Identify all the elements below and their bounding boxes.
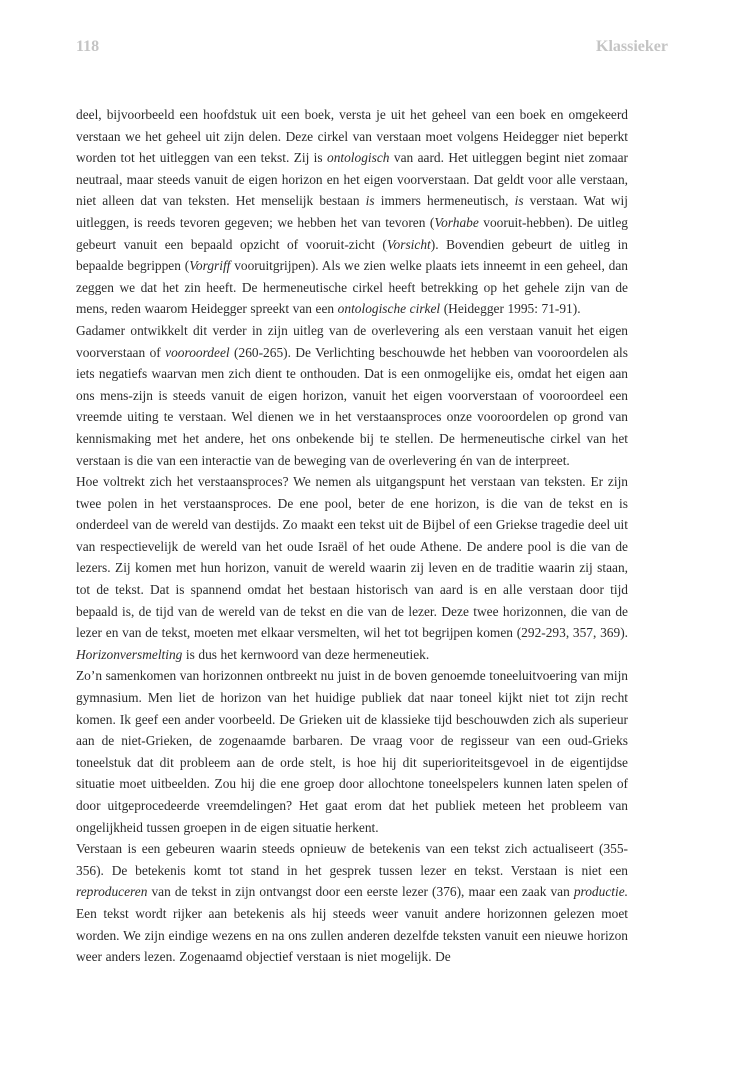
text-run: verstaan. Wat wij uitleggen, is reeds tevoren gegeven; we hebben het van tevoren ( [76,193,628,230]
italic-text: Vorhabe [434,214,479,230]
text-run: Een tekst wordt rijker aan betekenis als hij steeds weer vanuit andere horizonnen gelezen moet worden. We zijn eindige wezens en na ons zullen anderen dezelfde teksten vanuit een nieuwe horizon weer anders lezen. Zogenaamd objectief verstaan is niet mogelijk. De [76,905,628,965]
italic-text: Vorgriff [189,258,231,274]
text-run: van aard. Het uitleggen begint niet zomaar neutraal, maar steeds vanuit de eigen horizon en het eigen voorverstaan. Dat geldt voor alle verstaan, niet alleen dat van teksten. Het menselijk bestaan [76,150,628,209]
italic-text: is [514,193,524,209]
italic-text: vooroordeel [165,344,230,360]
text-run: Zo’n samenkomen van horizonnen ontbreekt nu juist in de boven genoemde toneeluitvoering van mijn gymnasium. Men liet de horizon van het huidige publiek dat naar toneel kijkt niet tot zijn recht komen. Ik geef een ander voorbeeld. De Grieken uit de klassieke tijd beschouwden zich als superieur aan de niet-Grieken, de zogenaamde barbaren. De vraag voor de regisseur van een oud-Grieks toneelstuk dat dit probleem aan de orde stelt, is hoe hij dit superioriteitsgevoel in de eigentijdse situatie moet uitbeelden. Zou hij die ene groep door allochtone toneelspelers kunnen laten spelen of door uitgeprocedeerde vreemdelingen? Het gaat erom dat het publiek meteen het probleem van ongelijkheid tussen groepen in de eigen situatie herkent. [76,668,628,835]
italic-text: ontologische cirkel [337,301,441,317]
page-header [76,38,668,62]
paragraph [76,665,628,838]
paragraph [76,471,628,665]
italic-text: Horizonversmelting [76,646,183,662]
paragraph [76,320,628,471]
text-run: vooruitgrijpen). Als we zien welke plaats iets inneemt in een geheel, dan zeggen we dat het zin heeft. De hermeneutische cirkel heeft betrekking op het gehele zijn van de mens, reden waarom Heidegger spreekt van een [76,258,628,317]
paragraph [76,838,628,968]
italic-text: is [365,193,375,209]
running-head: Klassieker [596,38,668,55]
text-run: deel, bijvoorbeeld een hoofdstuk uit een boek, versta je uit het geheel van een boek en omgekeerd verstaan we het geheel uit zijn delen. Deze cirkel van verstaan moet volgens Heidegger niet beperkt worden tot het uitleggen van een tekst. Zij is [76,107,628,166]
italic-text: ontologisch [327,150,390,166]
text-run: Hoe voltrekt zich het verstaansproces? We nemen als uitgangspunt het verstaan van teksten. Er zijn twee polen in het verstaansproces. De ene pool, beter de ene horizon, is die van de tekst en is onderdeel van de wereld van destijds. Zo maakt een tekst uit de Bijbel of een Griekse tragedie deel uit van respectievelijk de wereld van het oude Israël of het oude Athene. De andere pool is die van de lezers. Zij komen met hun horizon, vanuit de wereld waarin zij leven en de traditie waarin zij staan, tot de tekst. Dat is spannend omdat het bestaan historisch van aard is en alle verstaan door tijd bepaald is, de tijd van de wereld van de tekst en die van de lezer. Deze twee horizonnen, die van de lezer en van de tekst, moeten met elkaar versmelten, wil het tot begrijpen komen (292-293, 357, 369). [76,474,628,641]
text-run: van de tekst in zijn ontvangst door een eerste lezer (376), maar een zaak van [147,884,574,900]
text-run: (Heidegger 1995: 71-91). [440,301,581,317]
text-run: immers hermeneutisch, [374,193,515,209]
page-number: 118 [76,38,100,55]
text-run: ). Bovendien gebeurt de uitleg in bepaalde begrippen ( [76,236,628,274]
text-run: Verstaan is een gebeuren waarin steeds opnieuw de betekenis van een tekst zich actualiseert (355-356). De betekenis komt tot stand in het gesprek tussen lezer en tekst. Verstaan is niet een [76,841,628,878]
paragraph [76,104,628,320]
italic-text: reproduceren [76,884,148,900]
text-run: is dus het kernwoord van deze hermeneutiek. [182,646,430,662]
text-run: Gadamer ontwikkelt dit verder in zijn uitleg van de overlevering als een verstaan vanuit het eigen voorverstaan of [76,322,628,360]
text-run: (260-265). De Verlichting beschouwde het hebben van vooroordelen als iets negatiefs waarvan men zich dient te onthouden. Dat is een onmogelijke eis, omdat het eigen aan ons mens-zijn is steeds vanuit de eigen horizon, vanuit het eigen voorverstaan of vooroordeel een vreemde uiting te verstaan. Wel dienen we in het verstaansproces onze vooroordelen op grond van kennismaking met het andere, het ons onbekende bij te stellen. De hermeneutische cirkel van het verstaan is die van een interactie van de beweging van de overlevering én van de interpreet. [76,344,628,468]
text-run: vooruit-hebben). De uitleg gebeurt vanuit een bepaald opzicht of vooruit-zicht ( [76,214,628,252]
body-text [76,104,628,968]
italic-text: productie. [573,884,628,900]
italic-text: Vorsicht [386,236,431,252]
